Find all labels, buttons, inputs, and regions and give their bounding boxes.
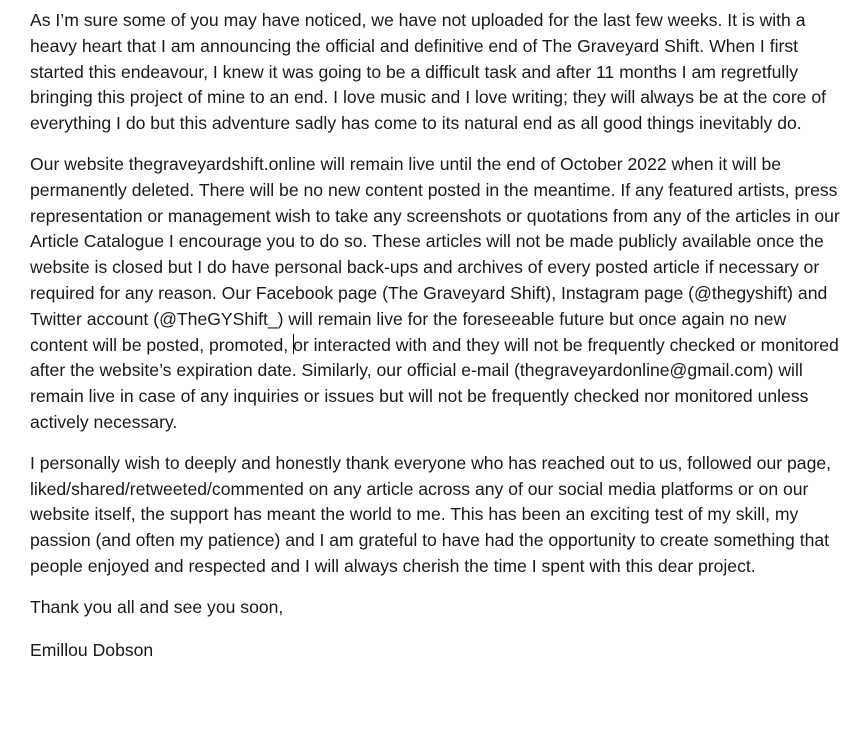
paragraph-website-social bbox=[30, 152, 842, 436]
document-page[interactable] bbox=[30, 8, 842, 680]
paragraph-announcement: As I’m sure some of you may have noticed, we have not uploaded for the last few weeks. It is with a heavy heart that I am announcing the official and definitive end of The Graveyard Shift. When I first started this endeavour, I knew it was going to be a difficult task and after 11 months I am regretfully bringing this project of mine to an end. I love music and I love writing; they will always be at the core of everything I do but this adventure sadly has come to its natural end as all good things inevitably do. bbox=[30, 10, 827, 134]
paragraph-sign-off: Thank you all and see you soon, bbox=[30, 596, 284, 617]
paragraph-thanks: I personally wish to deeply and honestly thank everyone who has reached out to us, followed our page, liked/shared/retweeted/commented on any article across any of our social media platforms or on our website itself, the support has meant the world to me. This has been an exciting test of my skill, my passion (and often my patience) and I am grateful to have had the opportunity to create something that people enjoyed and respected and I will always cherish the time I spent with this dear project. bbox=[30, 452, 832, 576]
signature-name: Emillou Dobson bbox=[30, 639, 154, 660]
paragraph-website-social-part2: or interacted with and they will not be frequently checked or monitored after the website’s expiration date. Similarly, our official e-mail (thegraveyardonline@gmail.com) will remain live in case of any inquiries or issues but will not be frequently checked nor monitored unless actively necessary. bbox=[30, 334, 839, 432]
paragraph-website-social-part1: Our website thegraveyardshift.online will remain live until the end of October 2022 when it will be permanently deleted. There will be no new content posted in the meantime. If any featured artists, press representation or management wish to take any screenshots or quotations from any of the articles in our Article Catalogue I encourage you to do so. These articles will not be made publicly available once the website is closed but I do have personal back-ups and archives of every posted article if necessary or required for any reason. Our Facebook page (The Graveyard Shift), Instagram page (@thegyshift) and Twitter account (@TheGYShift_) will remain live for the foreseeable future but once again no new content will be posted, promoted, bbox=[30, 153, 840, 355]
